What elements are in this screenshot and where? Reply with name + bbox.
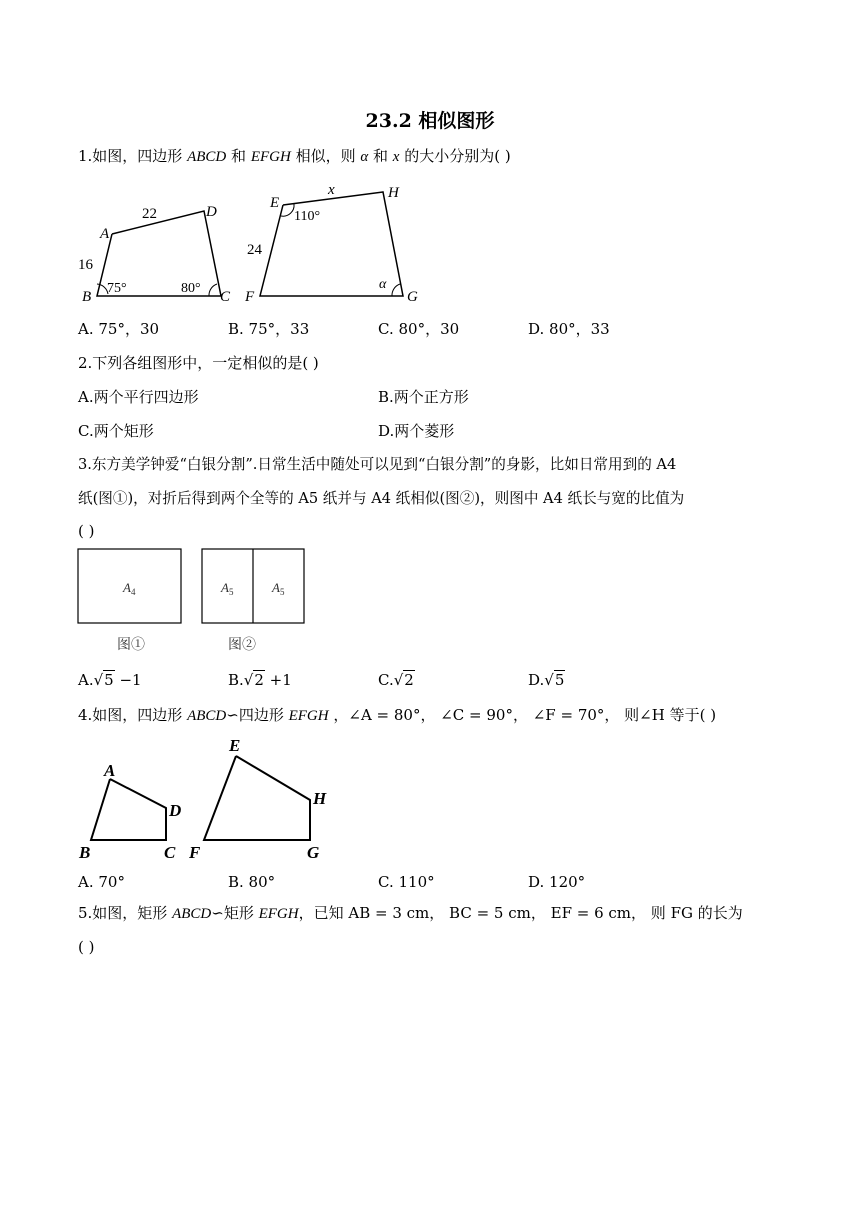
q4-label-C: C: [164, 843, 176, 862]
q4-option-d[interactable]: D. 120°: [528, 873, 586, 891]
q1-len-ad: 22: [142, 206, 157, 222]
q1-angle-g: α: [379, 277, 387, 292]
q1-label-H: H: [388, 185, 399, 201]
q1-label-C: C: [220, 289, 231, 305]
q1-figure: [70, 176, 430, 311]
q1-label-F: F: [245, 289, 255, 305]
q2-option-a[interactable]: A.两个平行四边形: [78, 388, 199, 406]
q3-a5-right-label: $A_5$: [272, 580, 285, 597]
q3-option-d[interactable]: D.√5: [528, 671, 565, 689]
q1-label-G: G: [407, 289, 418, 305]
q3-stem-line2: 纸(图①)，对折后得到两个全等的 A5 纸并与 A4 纸相似(图②)，则图中 A4 纸长与宽的比值为: [78, 490, 685, 507]
q1-label-E: E: [270, 195, 280, 211]
q1-angle-c: 80°: [181, 281, 201, 296]
q4-label-G: G: [307, 843, 320, 862]
q1-alpha: α: [360, 149, 369, 165]
q1-angle-b: 75°: [107, 281, 127, 296]
q4-label-A: A: [104, 761, 116, 780]
q3-caption-1: 图①: [117, 638, 145, 653]
q1-option-d[interactable]: D. 80°，33: [528, 320, 610, 338]
q1-stem: [78, 146, 511, 167]
q1-label-A: A: [100, 226, 110, 242]
q4-label-H: H: [313, 789, 327, 808]
q4-label-F: F: [189, 843, 201, 862]
q1-end: 的大小分别为( ): [399, 147, 511, 165]
q1-stem-text: 1.如图，四边形: [78, 147, 188, 165]
q1-len-ab: 16: [78, 257, 93, 273]
q4-option-c[interactable]: C. 110°: [378, 873, 435, 891]
q4-figure: [74, 734, 344, 864]
q3-figure: [76, 546, 308, 656]
q2-stem: 2.下列各组图形中，一定相似的是( ): [78, 354, 319, 372]
q1-option-c[interactable]: C. 80°，30: [378, 320, 460, 338]
q1-label-D: D: [206, 204, 217, 220]
q3-stem-line3: ( ): [78, 522, 95, 540]
q1-x: x: [392, 149, 400, 165]
page-title: 23.2 相似图形: [365, 110, 495, 132]
q2-option-d[interactable]: D.两个菱形: [378, 422, 455, 440]
q1-len-eh: x: [328, 182, 335, 198]
q2-option-b[interactable]: B.两个正方形: [378, 388, 469, 406]
q4-option-b[interactable]: B. 80°: [228, 873, 276, 891]
q3-option-b[interactable]: B.√2 +1: [228, 671, 292, 689]
q1-and: 和: [226, 147, 251, 165]
q2-option-c[interactable]: C.两个矩形: [78, 422, 154, 440]
q4-stem: 4.如图，四边形 ABCD∽四边形 EFGH ，∠A = 80°， ∠C = 90°， ∠F = 70°， 则∠H 等于( ): [78, 706, 717, 724]
q1-abcd: ABCD: [187, 149, 227, 165]
q5-stem-line2: ( ): [78, 938, 95, 956]
q3-option-c[interactable]: C.√2: [378, 671, 414, 689]
q1-angle-e: 110°: [294, 209, 321, 224]
q3-a5-left-label: $A_5$: [221, 580, 234, 597]
q1-option-a[interactable]: A. 75°，30: [78, 320, 160, 338]
q1-efgh: EFGH: [250, 149, 291, 165]
q4-label-D: D: [169, 801, 182, 820]
q1-option-b[interactable]: B. 75°，33: [228, 320, 310, 338]
q1-len-ef: 24: [247, 242, 262, 258]
q4-label-E: E: [229, 736, 241, 755]
q3-stem-line1: 3.东方美学钟爱“白银分割”.日常生活中随处可以见到“白银分割”的身影，比如日常用到的 A4: [78, 456, 677, 473]
q4-label-B: B: [79, 843, 91, 862]
q4-option-a[interactable]: A. 70°: [78, 873, 125, 891]
q1-stem-post: 相似，则: [290, 147, 361, 165]
q3-option-a[interactable]: A.√5 −1: [78, 671, 142, 689]
q3-a4-label: $A_4$: [123, 580, 136, 597]
q1-label-B: B: [82, 289, 92, 305]
q1-and2: 和: [368, 147, 393, 165]
q3-caption-2: 图②: [228, 638, 256, 653]
q5-stem-line1: 5.如图，矩形 ABCD∽矩形 EFGH，已知 AB = 3 cm， BC = 5 cm， EF = 6 cm， 则 FG 的长为: [78, 904, 743, 922]
